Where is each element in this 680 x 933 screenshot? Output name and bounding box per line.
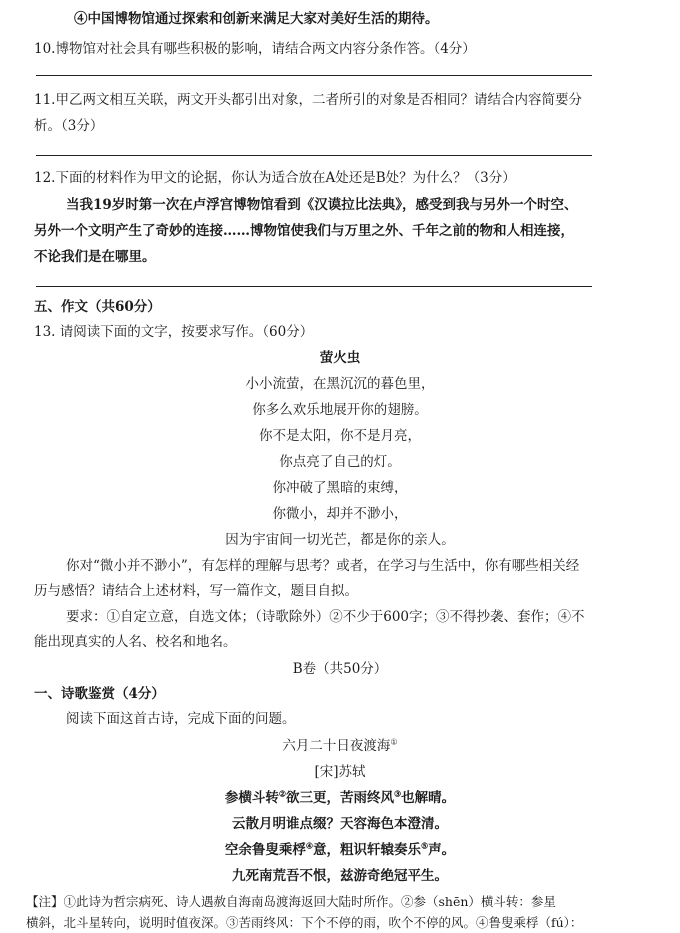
question-12-material-line-3: 不论我们是在哪里。: [34, 249, 156, 265]
answer-line-12: [36, 286, 592, 287]
verse-text: 也解晴。: [401, 790, 456, 806]
poetry-instruction: 阅读下面这首古诗，完成下面的问题。: [66, 711, 296, 727]
firefly-poem-line: 你不是太阳，你不是月亮，: [259, 428, 421, 444]
ancient-poem-verse-2: 云散月明谁点缀？天容海色本澄清。: [232, 816, 448, 832]
verse-text: 欲三更，苦雨终风: [286, 790, 394, 806]
poem-notes-line-1: 【注】①此诗为哲宗病死、诗人遇赦自海南岛渡海返回大陆时所作。②参（shēn）横斗转：参星: [26, 894, 556, 909]
firefly-poem-line: 你点亮了自己的灯。: [279, 454, 401, 470]
footnote-marker: ③: [394, 788, 402, 799]
verse-text: 参横斗转: [224, 790, 279, 806]
verse-text: 声。: [428, 842, 456, 858]
poetry-appreciation-heading: 一、诗歌鉴赏（4分）: [34, 686, 165, 702]
ancient-poem-verse-4: 九死南荒吾不恨，兹游奇绝冠平生。: [232, 868, 448, 884]
firefly-poem-line: 因为宇宙间一切光芒，都是你的亲人。: [225, 532, 455, 548]
answer-line-11: [36, 155, 592, 156]
ancient-poem-verse-3: [0, 841, 680, 859]
ancient-poem-title: [0, 737, 680, 755]
question-11-line-1: 11.甲乙两文相互关联，两文开头都引出对象，二者所引的对象是否相同？请结合内容简要分: [34, 92, 582, 108]
firefly-poem-line: 你微小，却并不渺小，: [272, 506, 408, 522]
option-4-text: ④中国博物馆通过探索和创新来满足大家对美好生活的期待。: [74, 11, 439, 27]
firefly-poem-title: 萤火虫: [319, 350, 361, 366]
composition-heading: 五、作文（共60分）: [34, 299, 161, 315]
question-12-material-line-1: 当我19岁时第一次在卢浮宫博物馆看到《汉谟拉比法典》，感受到我与另外一个时空、: [66, 197, 578, 213]
firefly-poem-line: 小小流萤，在黑沉沉的暮色里，: [245, 376, 435, 392]
ancient-poem-verse-1: [0, 789, 680, 807]
verse-text: 意，粗识轩辕奏乐: [313, 842, 421, 858]
composition-requirements-line-1: 要求：①自定立意，自选文体；（诗歌除外）②不少于600字；③不得抄袭、套作；④不: [66, 609, 585, 625]
footnote-marker: ⑤: [421, 840, 429, 851]
firefly-poem-line: 你多么欢乐地展开你的翅膀。: [252, 402, 428, 418]
footnote-marker: ①: [390, 737, 398, 747]
firefly-poem-line: 你冲破了黑暗的束缚，: [272, 480, 408, 496]
composition-prompt-line-1: 你对“微小并不渺小”，有怎样的理解与思考？或者，在学习与生活中，你有哪些相关经: [66, 558, 580, 574]
composition-prompt-line-2: 历与感悟？请结合上述材料，写一篇作文，题目自拟。: [34, 583, 358, 599]
question-10: 10.博物馆对社会具有哪些积极的影响，请结合两文内容分条作答。（4分）: [34, 41, 476, 57]
question-12: 12.下面的材料作为甲文的论据，你认为适合放在A处还是B处？为什么？（3分）: [34, 170, 516, 186]
question-12-material-line-2: 另外一个文明产生了奇妙的连接……博物馆使我们与万里之外、千年之前的物和人相连接，: [34, 223, 574, 239]
poem-notes-line-2: 横斜，北斗星转向，说明时值夜深。③苦雨终风：下个不停的雨，吹个不停的风。④鲁叟乘桴（fú）：: [26, 915, 583, 930]
part-b-heading: B卷（共50分）: [292, 661, 388, 677]
ancient-poem-title-text: 六月二十日夜渡海: [282, 738, 391, 754]
footnote-marker: ②: [278, 788, 286, 799]
question-11-line-2: 析。（3分）: [34, 118, 104, 134]
question-13: 13. 请阅读下面的文字，按要求写作。（60分）: [34, 324, 314, 340]
ancient-poem-author: [宋]苏轼: [314, 764, 366, 780]
answer-line-10: [36, 75, 592, 76]
footnote-marker: ④: [305, 840, 313, 851]
composition-requirements-line-2: 能出现真实的人名、校名和地名。: [34, 634, 237, 650]
verse-text: 空余鲁叟乘桴: [224, 842, 306, 858]
